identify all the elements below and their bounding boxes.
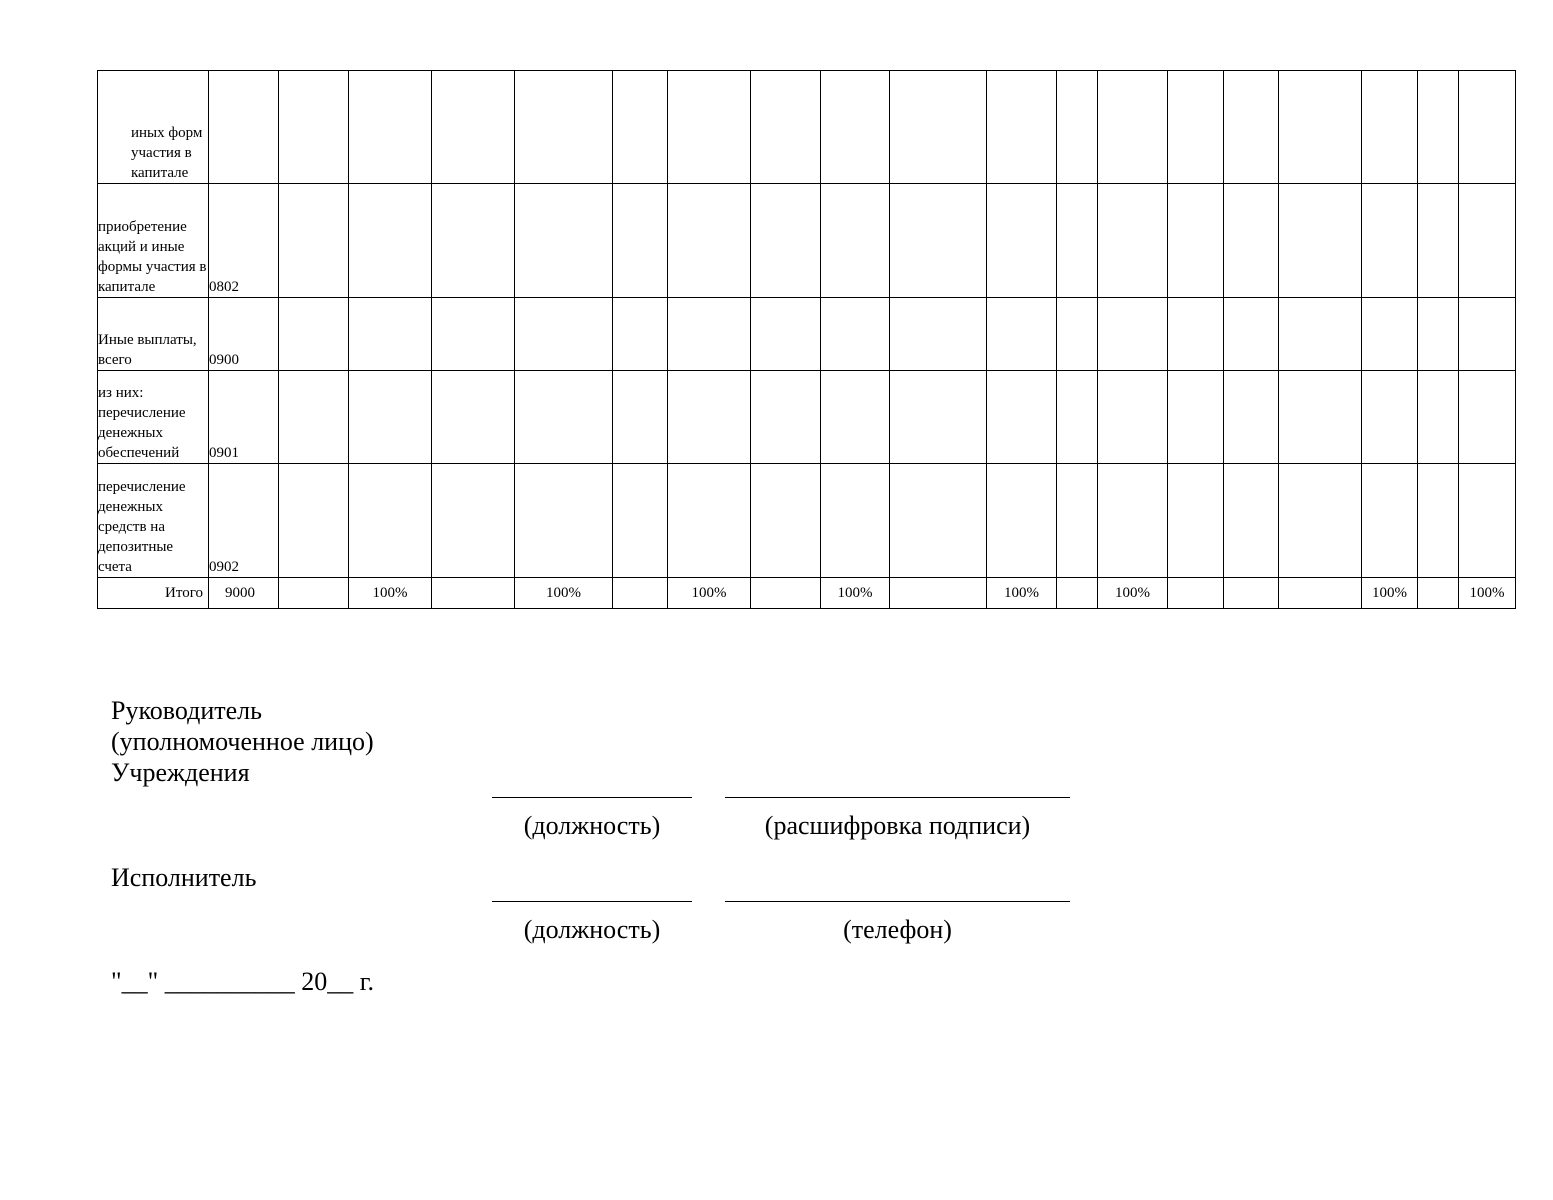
data-table <box>97 70 1516 609</box>
total-cell: 100% <box>668 578 751 609</box>
table-row <box>98 298 1516 371</box>
row-label: Иные выплаты, всего <box>98 298 209 371</box>
total-cell: 100% <box>1362 578 1418 609</box>
head-decode-caption: (расшифровка подписи) <box>764 811 1031 840</box>
total-cell <box>279 578 349 609</box>
row-code: 0900 <box>209 298 279 371</box>
head-position-caption: (должность) <box>523 811 661 840</box>
table-row <box>98 184 1516 298</box>
total-cell <box>1418 578 1459 609</box>
total-cell <box>751 578 821 609</box>
table-row <box>98 71 1516 184</box>
row-label: приобретение акций и иные формы участия в капитале <box>98 184 209 298</box>
total-cell <box>1279 578 1362 609</box>
total-cell <box>613 578 668 609</box>
head-decode-signature-line <box>725 797 1070 798</box>
row-code: 0902 <box>209 464 279 578</box>
head-position-signature-line <box>492 797 692 798</box>
total-cell <box>432 578 515 609</box>
total-cell: 100% <box>821 578 890 609</box>
executor-phone-line <box>725 901 1070 902</box>
executor-label: Исполнитель <box>111 863 257 892</box>
total-row <box>98 578 1516 609</box>
total-cell: 100% <box>515 578 613 609</box>
date-line: "__" __________ 20__ г. <box>111 967 374 996</box>
row-code: 0901 <box>209 371 279 464</box>
total-cell <box>890 578 987 609</box>
head-title-line3: Учреждения <box>111 758 250 787</box>
total-cell <box>1168 578 1224 609</box>
total-cell: 100% <box>987 578 1057 609</box>
total-cell <box>1224 578 1279 609</box>
row-label: перечисление денежных средств на депозитные счета <box>98 464 209 578</box>
table-row <box>98 464 1516 578</box>
executor-position-caption: (должность) <box>523 915 661 944</box>
total-cell: 100% <box>1098 578 1168 609</box>
head-title-line2: (уполномоченное лицо) <box>111 727 374 756</box>
total-cell: 100% <box>349 578 432 609</box>
total-cell: 100% <box>1459 578 1516 609</box>
head-title-line1: Руководитель <box>111 696 262 725</box>
row-label: из них: перечисление денежных обеспечений <box>98 371 209 464</box>
executor-phone-caption: (телефон) <box>843 915 952 944</box>
row-code: 0802 <box>209 184 279 298</box>
executor-position-line <box>492 901 692 902</box>
row-label: иных форм участия в капитале <box>98 71 209 184</box>
total-code: 9000 <box>209 578 279 609</box>
total-cell <box>1057 578 1098 609</box>
row-code <box>209 71 279 184</box>
table-row <box>98 371 1516 464</box>
total-label: Итого <box>98 578 209 609</box>
